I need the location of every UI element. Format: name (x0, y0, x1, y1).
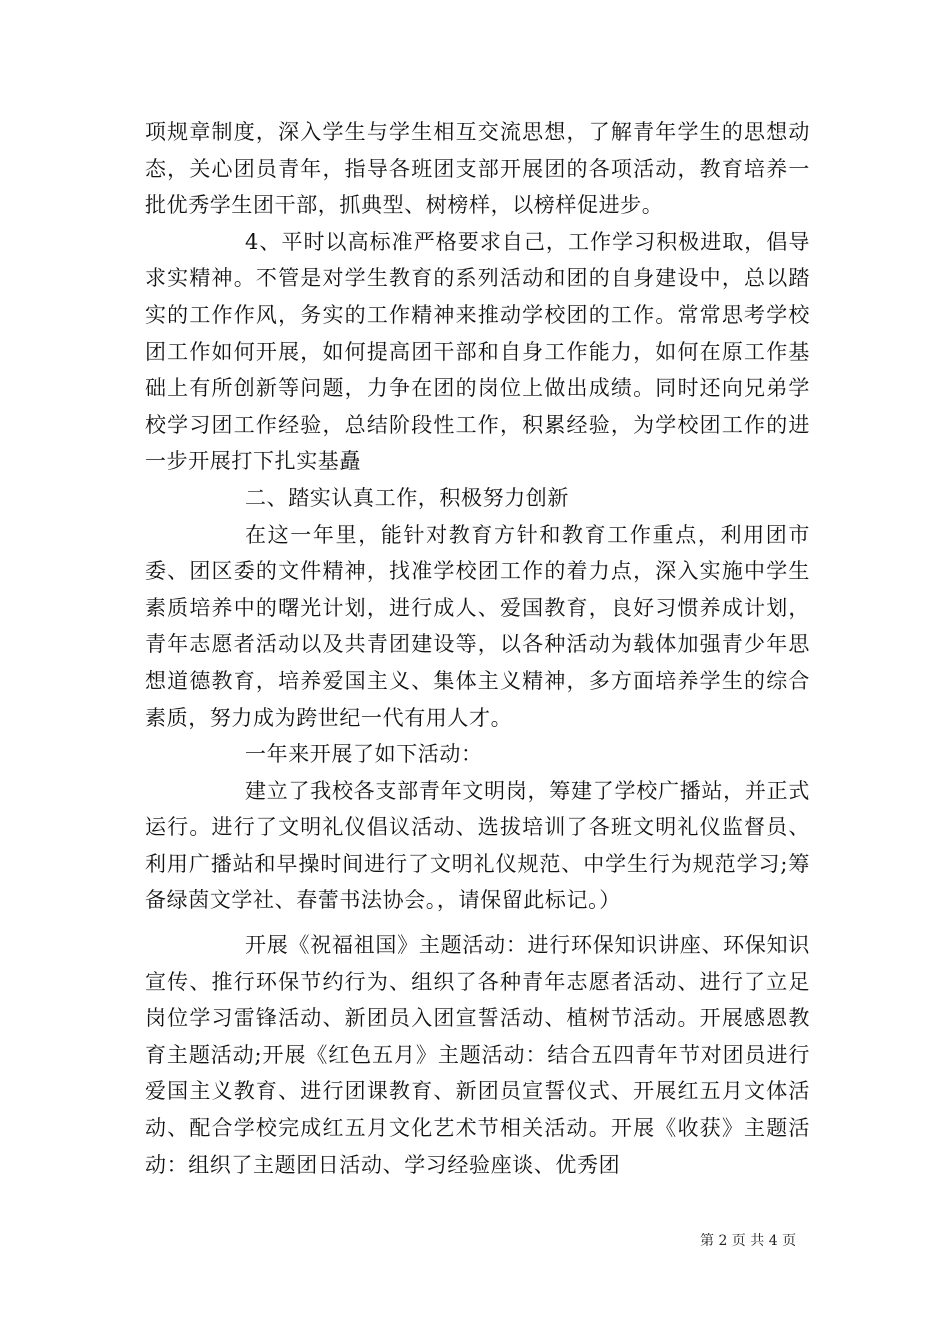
paragraph-civility-post: 建立了我校各支部青年文明岗，筹建了学校广播站，并正式运行。进行了文明礼仪倡议活动、选拔培训了各班文明礼仪监督员、利用广播站和早操时间进行了文明礼仪规范、中学生行为规范学习;筹备绿茵文学社、春蕾书法协会。，请保留此标记。） (145, 778, 810, 913)
paragraph-item-4: 4、平时以高标准严格要求自己，工作学习积极进取，倡导求实精神。不管是对学生教育的系列活动和团的自身建设中，总以踏实的工作作风，务实的工作精神来推动学校团的工作。常常思考学校团工作如何开展，如何提高团干部和自身工作能力，如何在原工作基础上有所创新等问题，力争在团的岗位上做出成绩。同时还向兄弟学校学习团工作经验，总结阶段性工作，积累经验，为学校团工作的进一步开展打下扎实基矗 (145, 229, 810, 474)
paragraph-activities-intro: 一年来开展了如下活动： (245, 742, 483, 767)
document-body (145, 114, 810, 1183)
paragraph-theme-activities: 开展《祝福祖国》主题活动：进行环保知识讲座、环保知识宣传、推行环保节约行为、组织了各种青年志愿者活动、进行了立足岗位学习雷锋活动、新团员入团宣誓活动、植树节活动。开展感恩教育主题活动;开展《红色五月》主题活动：结合五四青年节对团员进行爱国主义教育、进行团课教育、新团员宣誓仪式、开展红五月文体活动、配合学校完成红五月文化艺术节相关活动。开展《收获》主题活动：组织了主题团日活动、学习经验座谈、优秀团 (145, 933, 810, 1177)
page-number-footer: 第 2 页 共 4 页 (700, 1233, 797, 1249)
paragraph-year-summary: 在这一年里，能针对教育方针和教育工作重点，利用团市委、团区委的文件精神，找准学校团工作的着力点，深入实施中学生素质培养中的曙光计划，进行成人、爱国教育，良好习惯养成计划，青年志愿者活动以及共青团建设等，以各种活动为载体加强青少年思想道德教育，培养爱国主义、集体主义精神，多方面培养学生的综合素质，努力成为跨世纪一代有用人才。 (145, 522, 810, 730)
paragraph-continuation: 项规章制度，深入学生与学生相互交流思想，了解青年学生的思想动态，关心团员青年，指导各班团支部开展团的各项活动，教育培养一批优秀学生团干部，抓典型、树榜样，以榜样促进步。 (145, 120, 810, 218)
section-heading-2: 二、踏实认真工作，积极努力创新 (245, 485, 569, 510)
